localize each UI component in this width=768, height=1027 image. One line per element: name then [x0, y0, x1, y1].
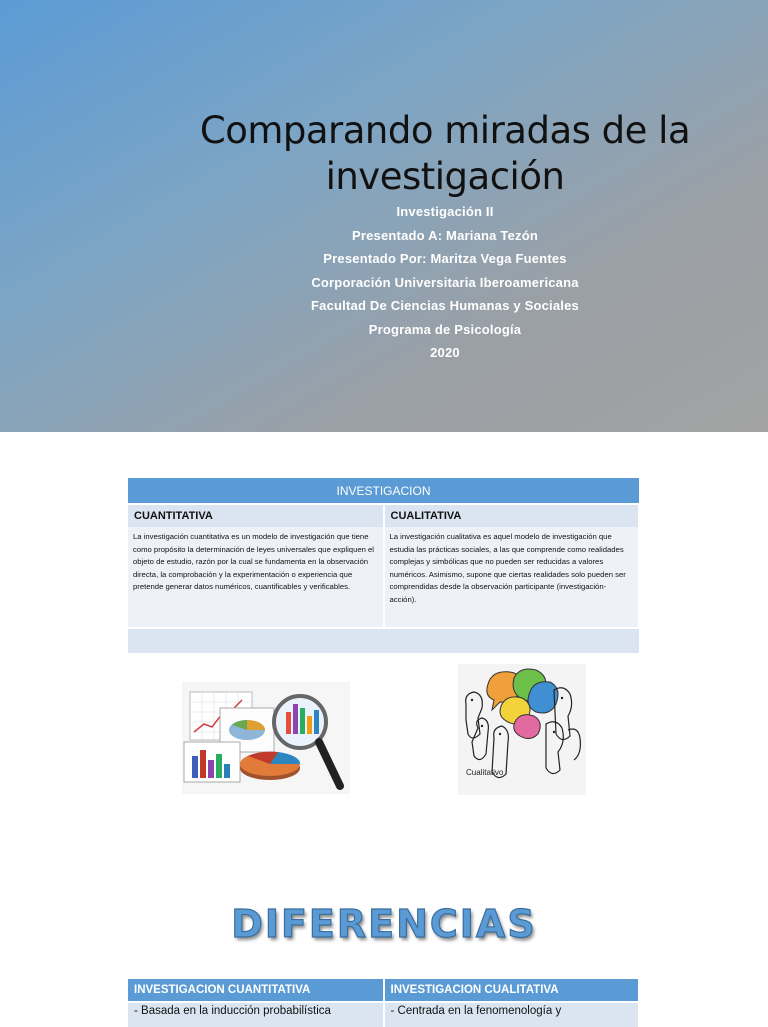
empty-row [128, 628, 639, 653]
subtitle-line: Facultad De Ciencias Humanas y Sociales [311, 298, 579, 313]
title-slide [0, 0, 768, 432]
investigacion-table [128, 478, 640, 653]
subtitle-line: 2020 [430, 345, 460, 360]
title-line-2: investigación [325, 155, 565, 198]
cuantitativa-item: - Basada en la inducción probabilística [128, 1002, 384, 1027]
col-header-cualitativa: INVESTIGACION CUALITATIVA [384, 979, 640, 1002]
subtitle-line: Corporación Universitaria Iberoamericana [311, 274, 579, 290]
subtitle-line: Programa de Psicología [368, 321, 522, 337]
cualitativo-label: Cualitativo [466, 768, 504, 777]
col-header-cuantitativa: INVESTIGACION CUANTITATIVA [128, 979, 384, 1002]
subtitle-line: Presentado A: Mariana Tezón [352, 227, 538, 243]
magnifying-glass-chart-illustration [182, 682, 350, 794]
cualitativa-description: La investigación cualitativa es aquel modelo de investigación que estudia las prácticas sociales, a las que comprende como realidades complejas y simbólicas que no pueden ser reducidas a valores numéricos. Asimismo, supone que ciertas realidades solo pueden ser comprendidas desde la observación participante (investigación-acción). [384, 527, 640, 628]
title-line-1: Comparando miradas de la [199, 109, 691, 152]
col-header-cuantitativa: CUANTITATIVA [128, 504, 384, 527]
col-header-cualitativa: CUALITATIVA [384, 504, 640, 527]
subtitle-line: Investigación II [396, 204, 494, 219]
cuantitativa-description: La investigación cuantitativa es un modelo de investigación que tiene como propósito la determinación de leyes universales que expliquen el objeto de estudio, razón por la cual se fundamenta en la observación directa, la comprobación y la experimentación o experiencia que pretende generar datos numéricos, cuantificables y verificables. [128, 527, 384, 628]
charts-icon [182, 682, 350, 794]
table-header: INVESTIGACION [128, 478, 639, 504]
slide-title [120, 108, 768, 200]
diferencias-table [128, 979, 640, 1027]
slide-subtitle [120, 200, 768, 365]
subtitle-line: Presentado Por: Maritza Vega Fuentes [323, 251, 567, 266]
cualitativa-item: - Centrada en la fenomenología y [384, 1002, 640, 1027]
diferencias-title: DIFERENCIAS [231, 902, 537, 946]
